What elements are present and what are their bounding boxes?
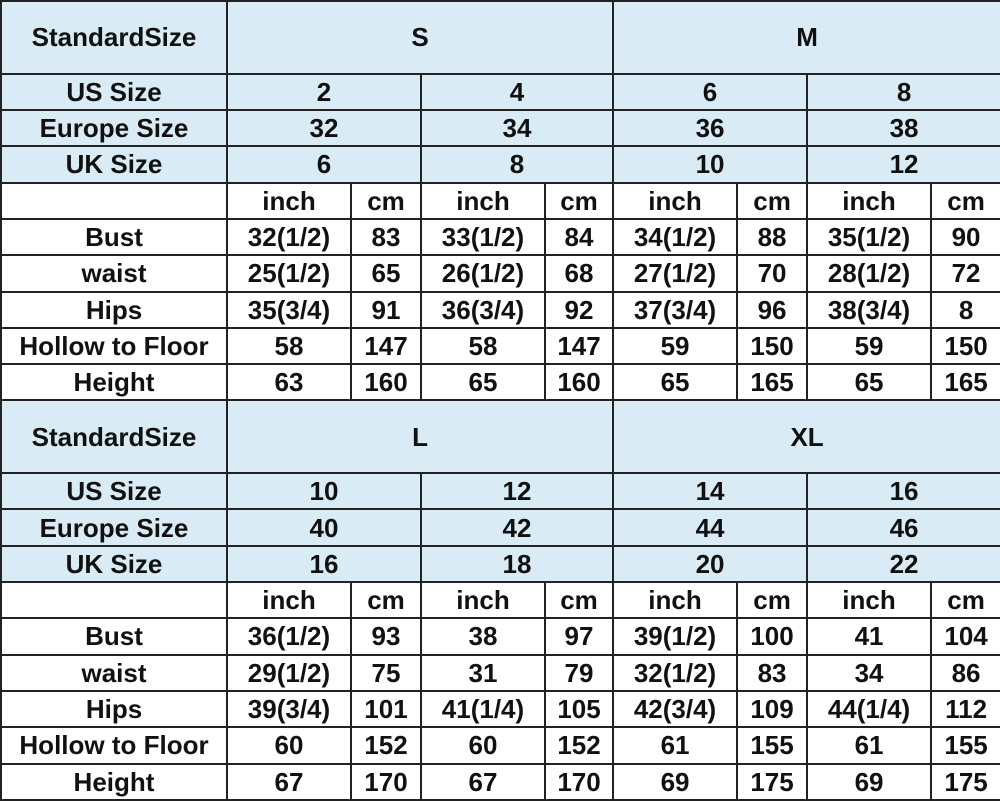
measurement-value-cell: 41(1/4) <box>421 691 545 727</box>
size-value-cell: 8 <box>421 146 613 182</box>
measurement-value-cell: 170 <box>351 764 421 800</box>
unit-label-cell: inch <box>421 183 545 219</box>
measurement-value-cell: 112 <box>931 691 1000 727</box>
measurement-row <box>1 764 1000 800</box>
measurement-value-cell: 37(3/4) <box>613 292 737 328</box>
size-value-cell: 6 <box>227 146 421 182</box>
size-system-label: Europe Size <box>1 509 227 545</box>
size-value-cell: 4 <box>421 74 613 110</box>
measurement-value-cell: 28(1/2) <box>807 255 931 291</box>
size-group-header: L <box>227 400 613 473</box>
measurement-value-cell: 67 <box>421 764 545 800</box>
unit-label-cell: inch <box>613 582 737 618</box>
size-value-cell: 36 <box>613 110 807 146</box>
measurement-value-cell: 155 <box>737 727 807 763</box>
measurement-row <box>1 364 1000 400</box>
unit-row-label <box>1 183 227 219</box>
measurement-label: Hips <box>1 292 227 328</box>
size-value-cell: 20 <box>613 546 807 582</box>
measurement-label: waist <box>1 655 227 691</box>
size-value-cell: 42 <box>421 509 613 545</box>
size-system-row <box>1 473 1000 509</box>
size-value-cell: 22 <box>807 546 1000 582</box>
measurement-row <box>1 655 1000 691</box>
unit-label-cell: inch <box>807 582 931 618</box>
measurement-value-cell: 170 <box>545 764 613 800</box>
unit-label-cell: cm <box>931 582 1000 618</box>
measurement-label: Hollow to Floor <box>1 727 227 763</box>
measurement-value-cell: 175 <box>737 764 807 800</box>
size-value-cell: 16 <box>227 546 421 582</box>
measurement-value-cell: 83 <box>737 655 807 691</box>
size-system-row <box>1 546 1000 582</box>
measurement-value-cell: 152 <box>545 727 613 763</box>
size-value-cell: 18 <box>421 546 613 582</box>
measurement-value-cell: 58 <box>421 328 545 364</box>
section-header-row <box>1 1 1000 74</box>
measurement-value-cell: 65 <box>613 364 737 400</box>
measurement-value-cell: 26(1/2) <box>421 255 545 291</box>
measurement-value-cell: 109 <box>737 691 807 727</box>
measurement-value-cell: 34(1/2) <box>613 219 737 255</box>
size-group-header: XL <box>613 400 1000 473</box>
size-value-cell: 8 <box>807 74 1000 110</box>
measurement-value-cell: 155 <box>931 727 1000 763</box>
size-value-cell: 12 <box>807 146 1000 182</box>
measurement-value-cell: 59 <box>613 328 737 364</box>
unit-label-cell: cm <box>545 183 613 219</box>
size-chart-body <box>1 1 1000 800</box>
size-group-header: M <box>613 1 1000 74</box>
measurement-value-cell: 96 <box>737 292 807 328</box>
measurement-value-cell: 60 <box>421 727 545 763</box>
measurement-value-cell: 69 <box>807 764 931 800</box>
measurement-value-cell: 165 <box>737 364 807 400</box>
measurement-value-cell: 36(1/2) <box>227 618 351 654</box>
measurement-value-cell: 67 <box>227 764 351 800</box>
measurement-value-cell: 33(1/2) <box>421 219 545 255</box>
measurement-value-cell: 97 <box>545 618 613 654</box>
measurement-value-cell: 69 <box>613 764 737 800</box>
measurement-value-cell: 90 <box>931 219 1000 255</box>
measurement-value-cell: 175 <box>931 764 1000 800</box>
measurement-value-cell: 100 <box>737 618 807 654</box>
measurement-value-cell: 41 <box>807 618 931 654</box>
measurement-value-cell: 29(1/2) <box>227 655 351 691</box>
measurement-value-cell: 44(1/4) <box>807 691 931 727</box>
size-system-label: US Size <box>1 473 227 509</box>
unit-header-row <box>1 183 1000 219</box>
measurement-value-cell: 93 <box>351 618 421 654</box>
measurement-value-cell: 160 <box>545 364 613 400</box>
size-value-cell: 44 <box>613 509 807 545</box>
measurement-value-cell: 58 <box>227 328 351 364</box>
measurement-value-cell: 79 <box>545 655 613 691</box>
measurement-label: Bust <box>1 618 227 654</box>
measurement-value-cell: 65 <box>807 364 931 400</box>
size-value-cell: 6 <box>613 74 807 110</box>
measurement-value-cell: 60 <box>227 727 351 763</box>
measurement-value-cell: 147 <box>351 328 421 364</box>
measurement-value-cell: 42(3/4) <box>613 691 737 727</box>
size-system-row <box>1 74 1000 110</box>
measurement-value-cell: 105 <box>545 691 613 727</box>
measurement-row <box>1 328 1000 364</box>
measurement-row <box>1 292 1000 328</box>
section-header-row <box>1 400 1000 473</box>
measurement-value-cell: 32(1/2) <box>227 219 351 255</box>
measurement-value-cell: 72 <box>931 255 1000 291</box>
unit-label-cell: inch <box>227 582 351 618</box>
unit-label-cell: inch <box>227 183 351 219</box>
measurement-value-cell: 8 <box>931 292 1000 328</box>
measurement-value-cell: 150 <box>931 328 1000 364</box>
size-system-label: US Size <box>1 74 227 110</box>
measurement-value-cell: 160 <box>351 364 421 400</box>
measurement-value-cell: 39(1/2) <box>613 618 737 654</box>
measurement-value-cell: 88 <box>737 219 807 255</box>
measurement-value-cell: 91 <box>351 292 421 328</box>
measurement-value-cell: 104 <box>931 618 1000 654</box>
unit-label-cell: inch <box>807 183 931 219</box>
measurement-value-cell: 35(1/2) <box>807 219 931 255</box>
size-value-cell: 16 <box>807 473 1000 509</box>
measurement-value-cell: 63 <box>227 364 351 400</box>
measurement-value-cell: 65 <box>421 364 545 400</box>
measurement-value-cell: 147 <box>545 328 613 364</box>
measurement-value-cell: 27(1/2) <box>613 255 737 291</box>
size-group-header: S <box>227 1 613 74</box>
size-system-label: Europe Size <box>1 110 227 146</box>
measurement-value-cell: 70 <box>737 255 807 291</box>
unit-label-cell: inch <box>421 582 545 618</box>
size-system-row <box>1 110 1000 146</box>
size-value-cell: 14 <box>613 473 807 509</box>
measurement-value-cell: 61 <box>807 727 931 763</box>
size-value-cell: 10 <box>613 146 807 182</box>
size-system-label: UK Size <box>1 146 227 182</box>
size-value-cell: 10 <box>227 473 421 509</box>
measurement-row <box>1 618 1000 654</box>
measurement-value-cell: 59 <box>807 328 931 364</box>
measurement-value-cell: 84 <box>545 219 613 255</box>
size-value-cell: 2 <box>227 74 421 110</box>
measurement-value-cell: 68 <box>545 255 613 291</box>
measurement-value-cell: 86 <box>931 655 1000 691</box>
measurement-value-cell: 35(3/4) <box>227 292 351 328</box>
measurement-value-cell: 32(1/2) <box>613 655 737 691</box>
measurement-row <box>1 691 1000 727</box>
size-value-cell: 12 <box>421 473 613 509</box>
measurement-value-cell: 25(1/2) <box>227 255 351 291</box>
measurement-value-cell: 83 <box>351 219 421 255</box>
unit-label-cell: cm <box>351 582 421 618</box>
standard-size-label: StandardSize <box>1 1 227 74</box>
size-system-row <box>1 509 1000 545</box>
measurement-value-cell: 61 <box>613 727 737 763</box>
unit-row-label <box>1 582 227 618</box>
size-value-cell: 38 <box>807 110 1000 146</box>
unit-label-cell: cm <box>931 183 1000 219</box>
measurement-value-cell: 38(3/4) <box>807 292 931 328</box>
unit-header-row <box>1 582 1000 618</box>
unit-label-cell: cm <box>737 183 807 219</box>
measurement-value-cell: 34 <box>807 655 931 691</box>
measurement-label: Height <box>1 364 227 400</box>
measurement-row <box>1 727 1000 763</box>
measurement-value-cell: 38 <box>421 618 545 654</box>
measurement-value-cell: 165 <box>931 364 1000 400</box>
measurement-value-cell: 152 <box>351 727 421 763</box>
measurement-value-cell: 150 <box>737 328 807 364</box>
measurement-value-cell: 101 <box>351 691 421 727</box>
unit-label-cell: cm <box>351 183 421 219</box>
measurement-value-cell: 92 <box>545 292 613 328</box>
size-system-label: UK Size <box>1 546 227 582</box>
size-value-cell: 46 <box>807 509 1000 545</box>
measurement-value-cell: 31 <box>421 655 545 691</box>
measurement-row <box>1 255 1000 291</box>
measurement-value-cell: 65 <box>351 255 421 291</box>
size-value-cell: 40 <box>227 509 421 545</box>
unit-label-cell: cm <box>737 582 807 618</box>
measurement-label: Hollow to Floor <box>1 328 227 364</box>
size-value-cell: 32 <box>227 110 421 146</box>
unit-label-cell: inch <box>613 183 737 219</box>
standard-size-label: StandardSize <box>1 400 227 473</box>
measurement-value-cell: 36(3/4) <box>421 292 545 328</box>
measurement-row <box>1 219 1000 255</box>
size-value-cell: 34 <box>421 110 613 146</box>
measurement-value-cell: 75 <box>351 655 421 691</box>
measurement-label: Height <box>1 764 227 800</box>
measurement-label: waist <box>1 255 227 291</box>
unit-label-cell: cm <box>545 582 613 618</box>
measurement-label: Bust <box>1 219 227 255</box>
size-system-row <box>1 146 1000 182</box>
measurement-label: Hips <box>1 691 227 727</box>
measurement-value-cell: 39(3/4) <box>227 691 351 727</box>
